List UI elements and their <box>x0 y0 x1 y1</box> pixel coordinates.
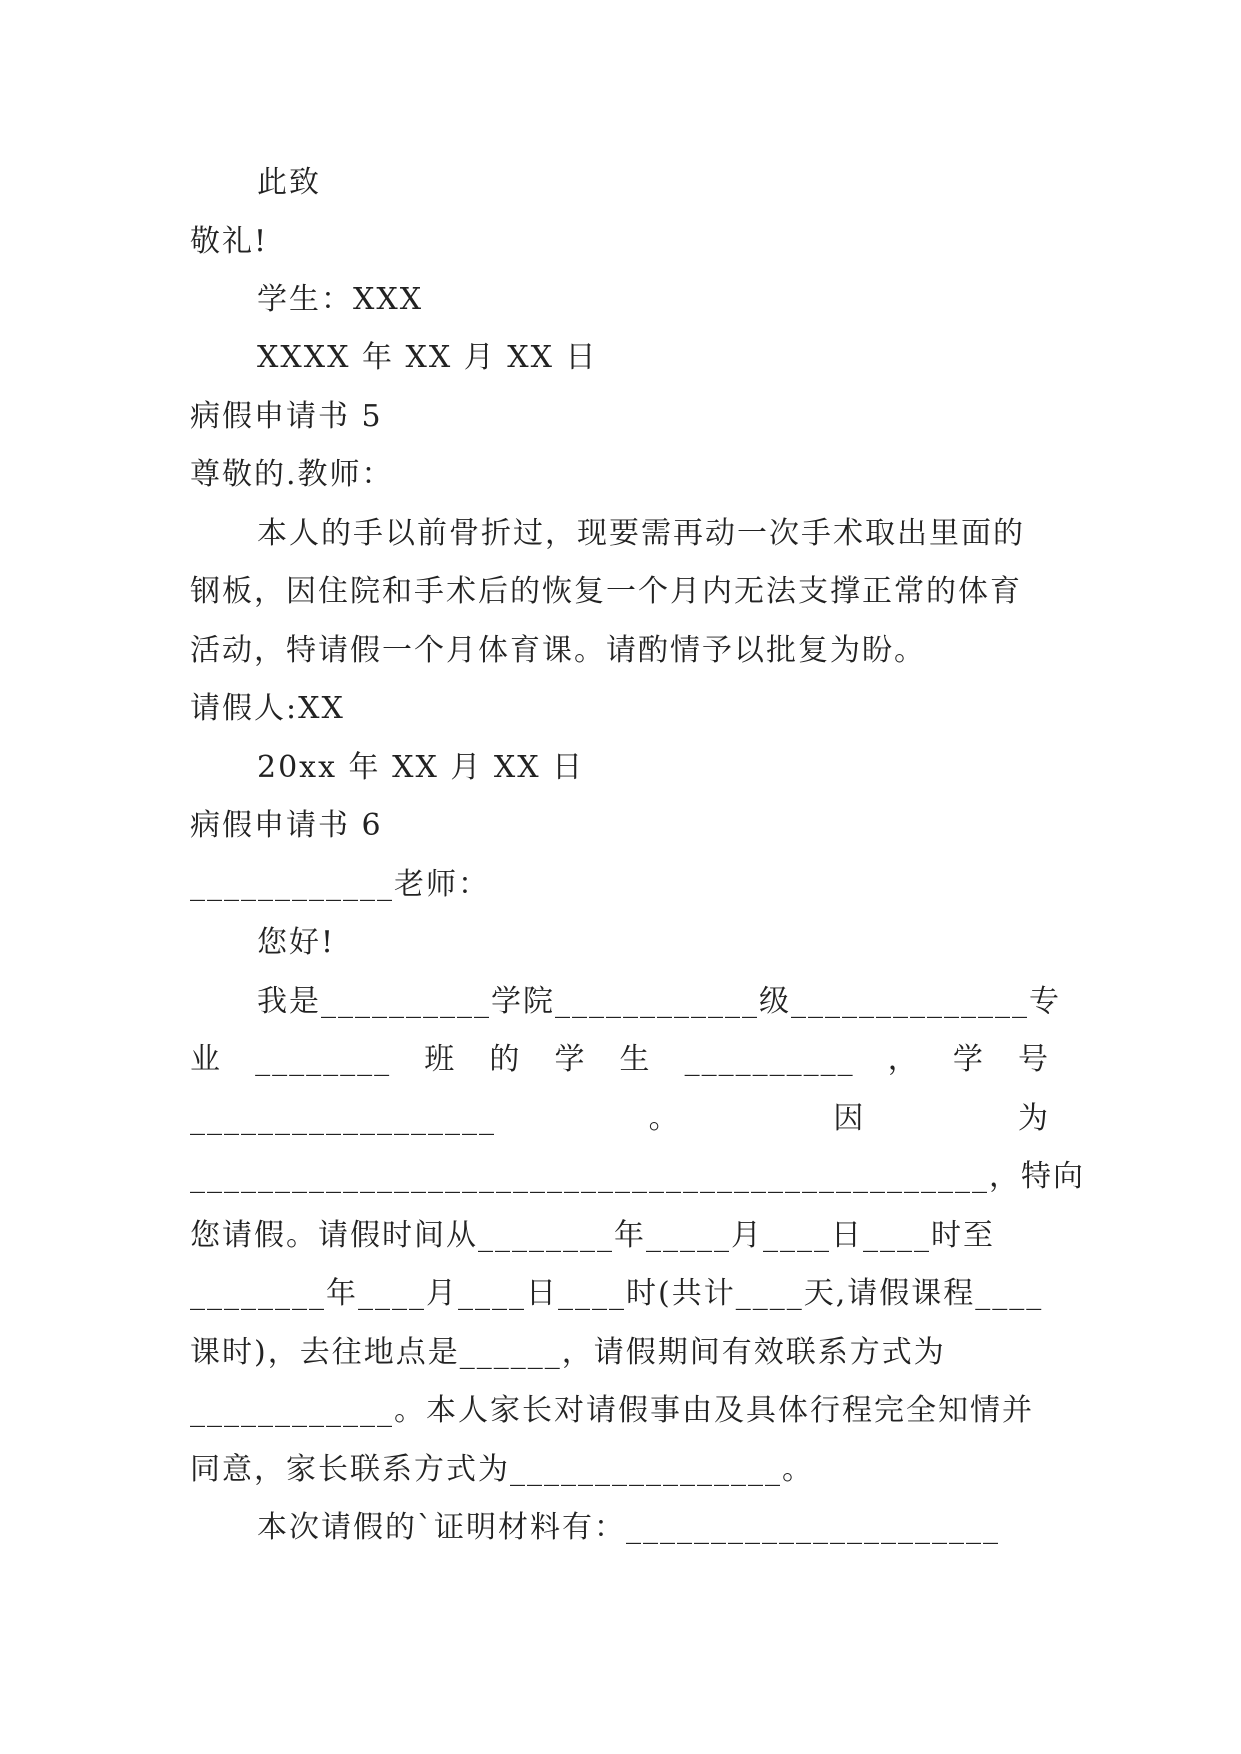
text-segment: ，特向 <box>989 1159 1085 1194</box>
letter5-title: 病假申请书 5 <box>190 399 383 434</box>
grade-blank: ____________ <box>555 984 759 1019</box>
letter5-greeting: 尊敬的.教师： <box>190 457 394 492</box>
text-segment: 生 <box>619 1042 652 1077</box>
letter6-materials: 本次请假的`证明材料有：______________________ <box>257 1510 1000 1545</box>
letter6-line8: ____________。本人家长对请假事由及具体行程完全知情并 <box>190 1393 1034 1428</box>
letter5-applicant: 请假人:XX <box>190 691 345 726</box>
teacher-suffix: 老师： <box>394 867 490 902</box>
text-segment: 学 <box>554 1042 587 1077</box>
letter6-line4 <box>190 1157 1085 1197</box>
text-segment: 为 <box>1017 1101 1050 1136</box>
letter5-body-line: 钢板，因住院和手术后的恢复一个月内无法支撑正常的体育 <box>190 574 1022 609</box>
letter6-line1 <box>257 982 1061 1022</box>
closing-date: XXXX 年 XX 月 XX 日 <box>257 340 598 375</box>
letter6-line7: 课时)，去往地点是______，请假期间有效联系方式为 <box>190 1335 946 1370</box>
text-segment: 学院 <box>491 984 555 1019</box>
text-segment: 班 <box>424 1042 457 1077</box>
text-segment: 学 <box>952 1042 985 1077</box>
closing-signer: 学生：XXX <box>257 282 424 317</box>
closing-salutation: 此致 <box>257 165 321 200</box>
student-name-blank: __________ <box>684 1042 855 1077</box>
letter6-line9: 同意，家长联系方式为________________。 <box>190 1452 814 1487</box>
text-segment: 级 <box>759 984 791 1019</box>
text-segment: 的 <box>489 1042 522 1077</box>
letter6-line6: ________年____月____日____时(共计____天,请假课程____ <box>190 1276 1044 1311</box>
letter5-date: 20xx 年 XX 月 XX 日 <box>257 750 585 785</box>
text-segment: 因 <box>833 1101 866 1136</box>
letter5-body-line: 活动，特请假一个月体育课。请酌情予以批复为盼。 <box>190 633 926 668</box>
letter6-line3 <box>190 1099 1050 1139</box>
letter6-teacher-line <box>190 865 490 905</box>
student-id-blank: __________________ <box>190 1101 496 1136</box>
closing-respect: 敬礼! <box>190 224 269 259</box>
letter6-line5: 您请假。请假时间从________年_____月____日____时至 <box>190 1218 995 1253</box>
text-segment: 专 <box>1029 984 1061 1019</box>
college-blank: __________ <box>321 984 491 1019</box>
major-blank: ______________ <box>791 984 1029 1019</box>
teacher-name-blank: ____________ <box>190 867 394 902</box>
letter5-body-line: 本人的手以前骨折过，现要需再动一次手术取出里面的 <box>257 516 1025 551</box>
text-segment: 号 <box>1017 1042 1050 1077</box>
text-segment: 。 <box>648 1101 681 1136</box>
class-blank: ________ <box>255 1042 392 1077</box>
reason-blank: _______________________________________________ <box>190 1159 989 1194</box>
text-segment: 业 <box>190 1042 222 1077</box>
text-segment: 我是 <box>257 984 321 1019</box>
text-segment: ， <box>887 1042 920 1077</box>
letter6-title: 病假申请书 6 <box>190 808 383 843</box>
letter6-line2 <box>190 1040 1050 1080</box>
letter6-hello: 您好! <box>257 925 336 960</box>
